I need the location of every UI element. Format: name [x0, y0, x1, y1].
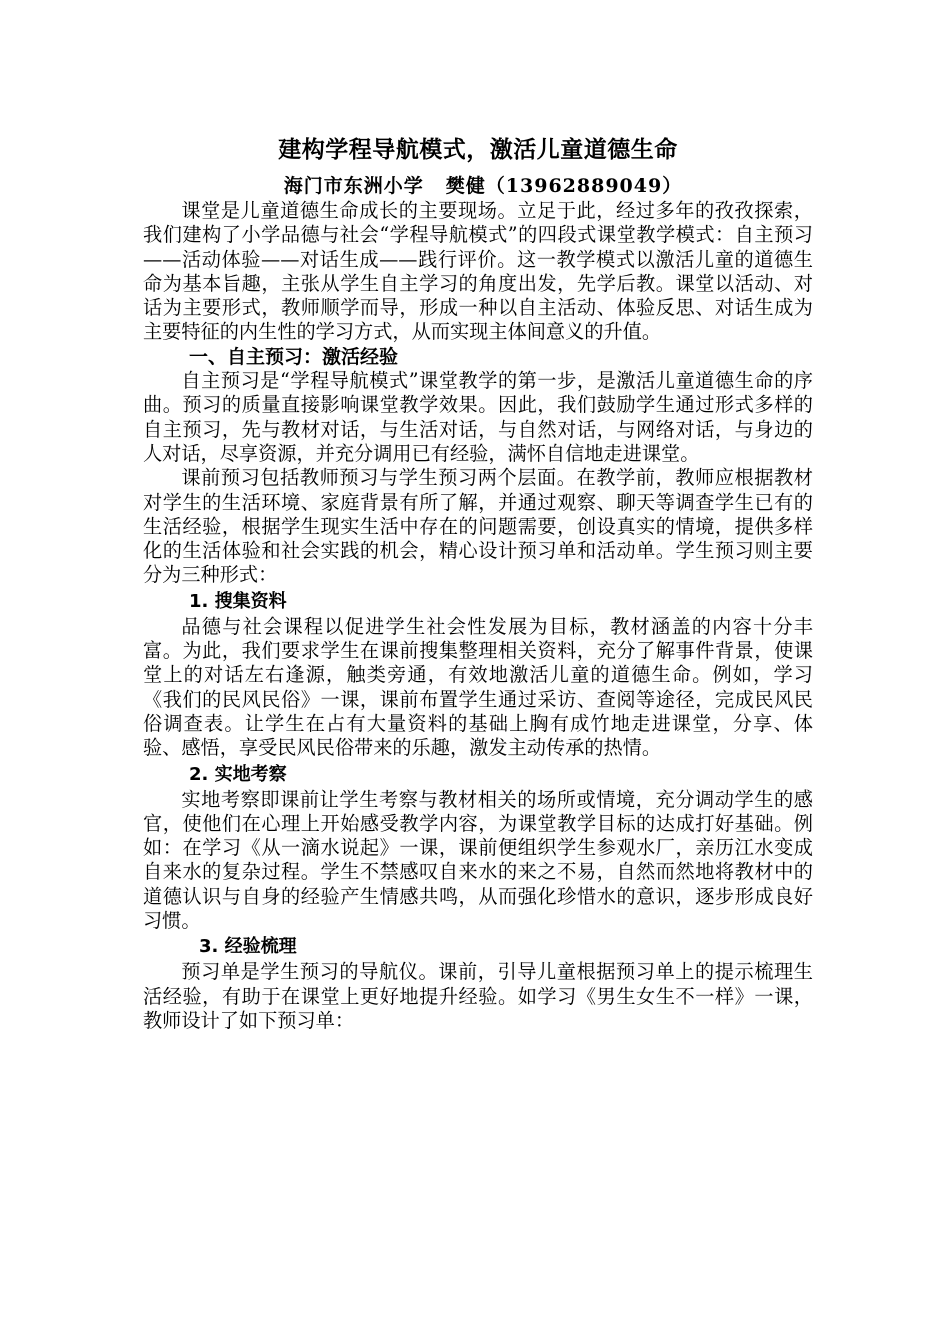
- document-title: 建构学程导航模式，激活儿童道德生命: [278, 137, 678, 163]
- author-name-phone: 樊健（13962889049）: [445, 175, 683, 197]
- intro-paragraph: 课堂是儿童道德生命成长的主要现场。立足于此，经过多年的孜孜探索，我们建构了小学品德与社会“学程导航模式”的四段式课堂教学模式：自主预习——活动体验——对话生成——践行评价。这一教学模式以激活儿童的道德生命为基本旨趣，主张从学生自主学习的角度出发，先学后教。课堂以活动、对话为主要形式，教师顺学而导，形成一种以自主活动、体验反思、对话生成为主要特征的内生性的学习方式，从而实现主体间意义的升值。: [143, 199, 813, 344]
- subsection2-heading: 2. 实地考察: [189, 763, 287, 785]
- section1-heading: 一、自主预习：激活经验: [189, 345, 399, 368]
- subsection2-paragraph: 实地考察即课前让学生考察与教材相关的场所或情境，充分调动学生的感官，使他们在心理上开始感受教学内容，为课堂教学目标的达成打好基础。例如：在学习《从一滴水说起》一课，课前便组织学生参观水厂，亲历江水变成自来水的复杂过程。学生不禁感叹自来水的来之不易，自然而然地将教材中的道德认识与自身的经验产生情感共鸣，从而强化珍惜水的意识，逐步形成良好习惯。: [143, 787, 813, 933]
- section1-paragraph-1: 自主预习是“学程导航模式”课堂教学的第一步，是激活儿童道德生命的序曲。预习的质量直接影响课堂教学效果。因此，我们鼓励学生通过形式多样的自主预习，先与教材对话，与生活对话，与自然对话，与网络对话，与身边的人对话，尽享资源，并充分调用已有经验，满怀自信地走进课堂。: [143, 369, 813, 465]
- subsection1-paragraph: 品德与社会课程以促进学生社会性发展为目标，教材涵盖的内容十分丰富。为此，我们要求学生在课前搜集整理相关资料，充分了解事件背景，使课堂上的对话左右逢源，触类旁通，有效地激活儿童的道德生命。例如，学习《我们的民风民俗》一课，课前布置学生通过采访、查阅等途径，完成民风民俗调查表。让学生在占有大量资料的基础上胸有成竹地走进课堂，分享、体验、感悟，享受民风民俗带来的乐趣，激发主动传承的热情。: [143, 614, 813, 760]
- subsection1-heading: 1. 搜集资料: [189, 590, 287, 612]
- subsection3-paragraph: 预习单是学生预习的导航仪。课前，引导儿童根据预习单上的提示梳理生活经验，有助于在课堂上更好地提升经验。如学习《男生女生不一样》一课，教师设计了如下预习单：: [143, 960, 813, 1032]
- section1-paragraph-2: 课前预习包括教师预习与学生预习两个层面。在教学前，教师应根据教材对学生的生活环境、家庭背景有所了解，并通过观察、聊天等调查学生已有的生活经验，根据学生现实生活中存在的问题需要，创设真实的情境，提供多样化的生活体验和社会实践的机会，精心设计预习单和活动单。学生预习则主要分为三种形式：: [143, 466, 813, 587]
- subsection3-heading: 3. 经验梳理: [199, 936, 297, 958]
- document-page: [143, 128, 813, 1033]
- author-line: [143, 173, 813, 199]
- author-school: 海门市东洲小学: [283, 175, 424, 197]
